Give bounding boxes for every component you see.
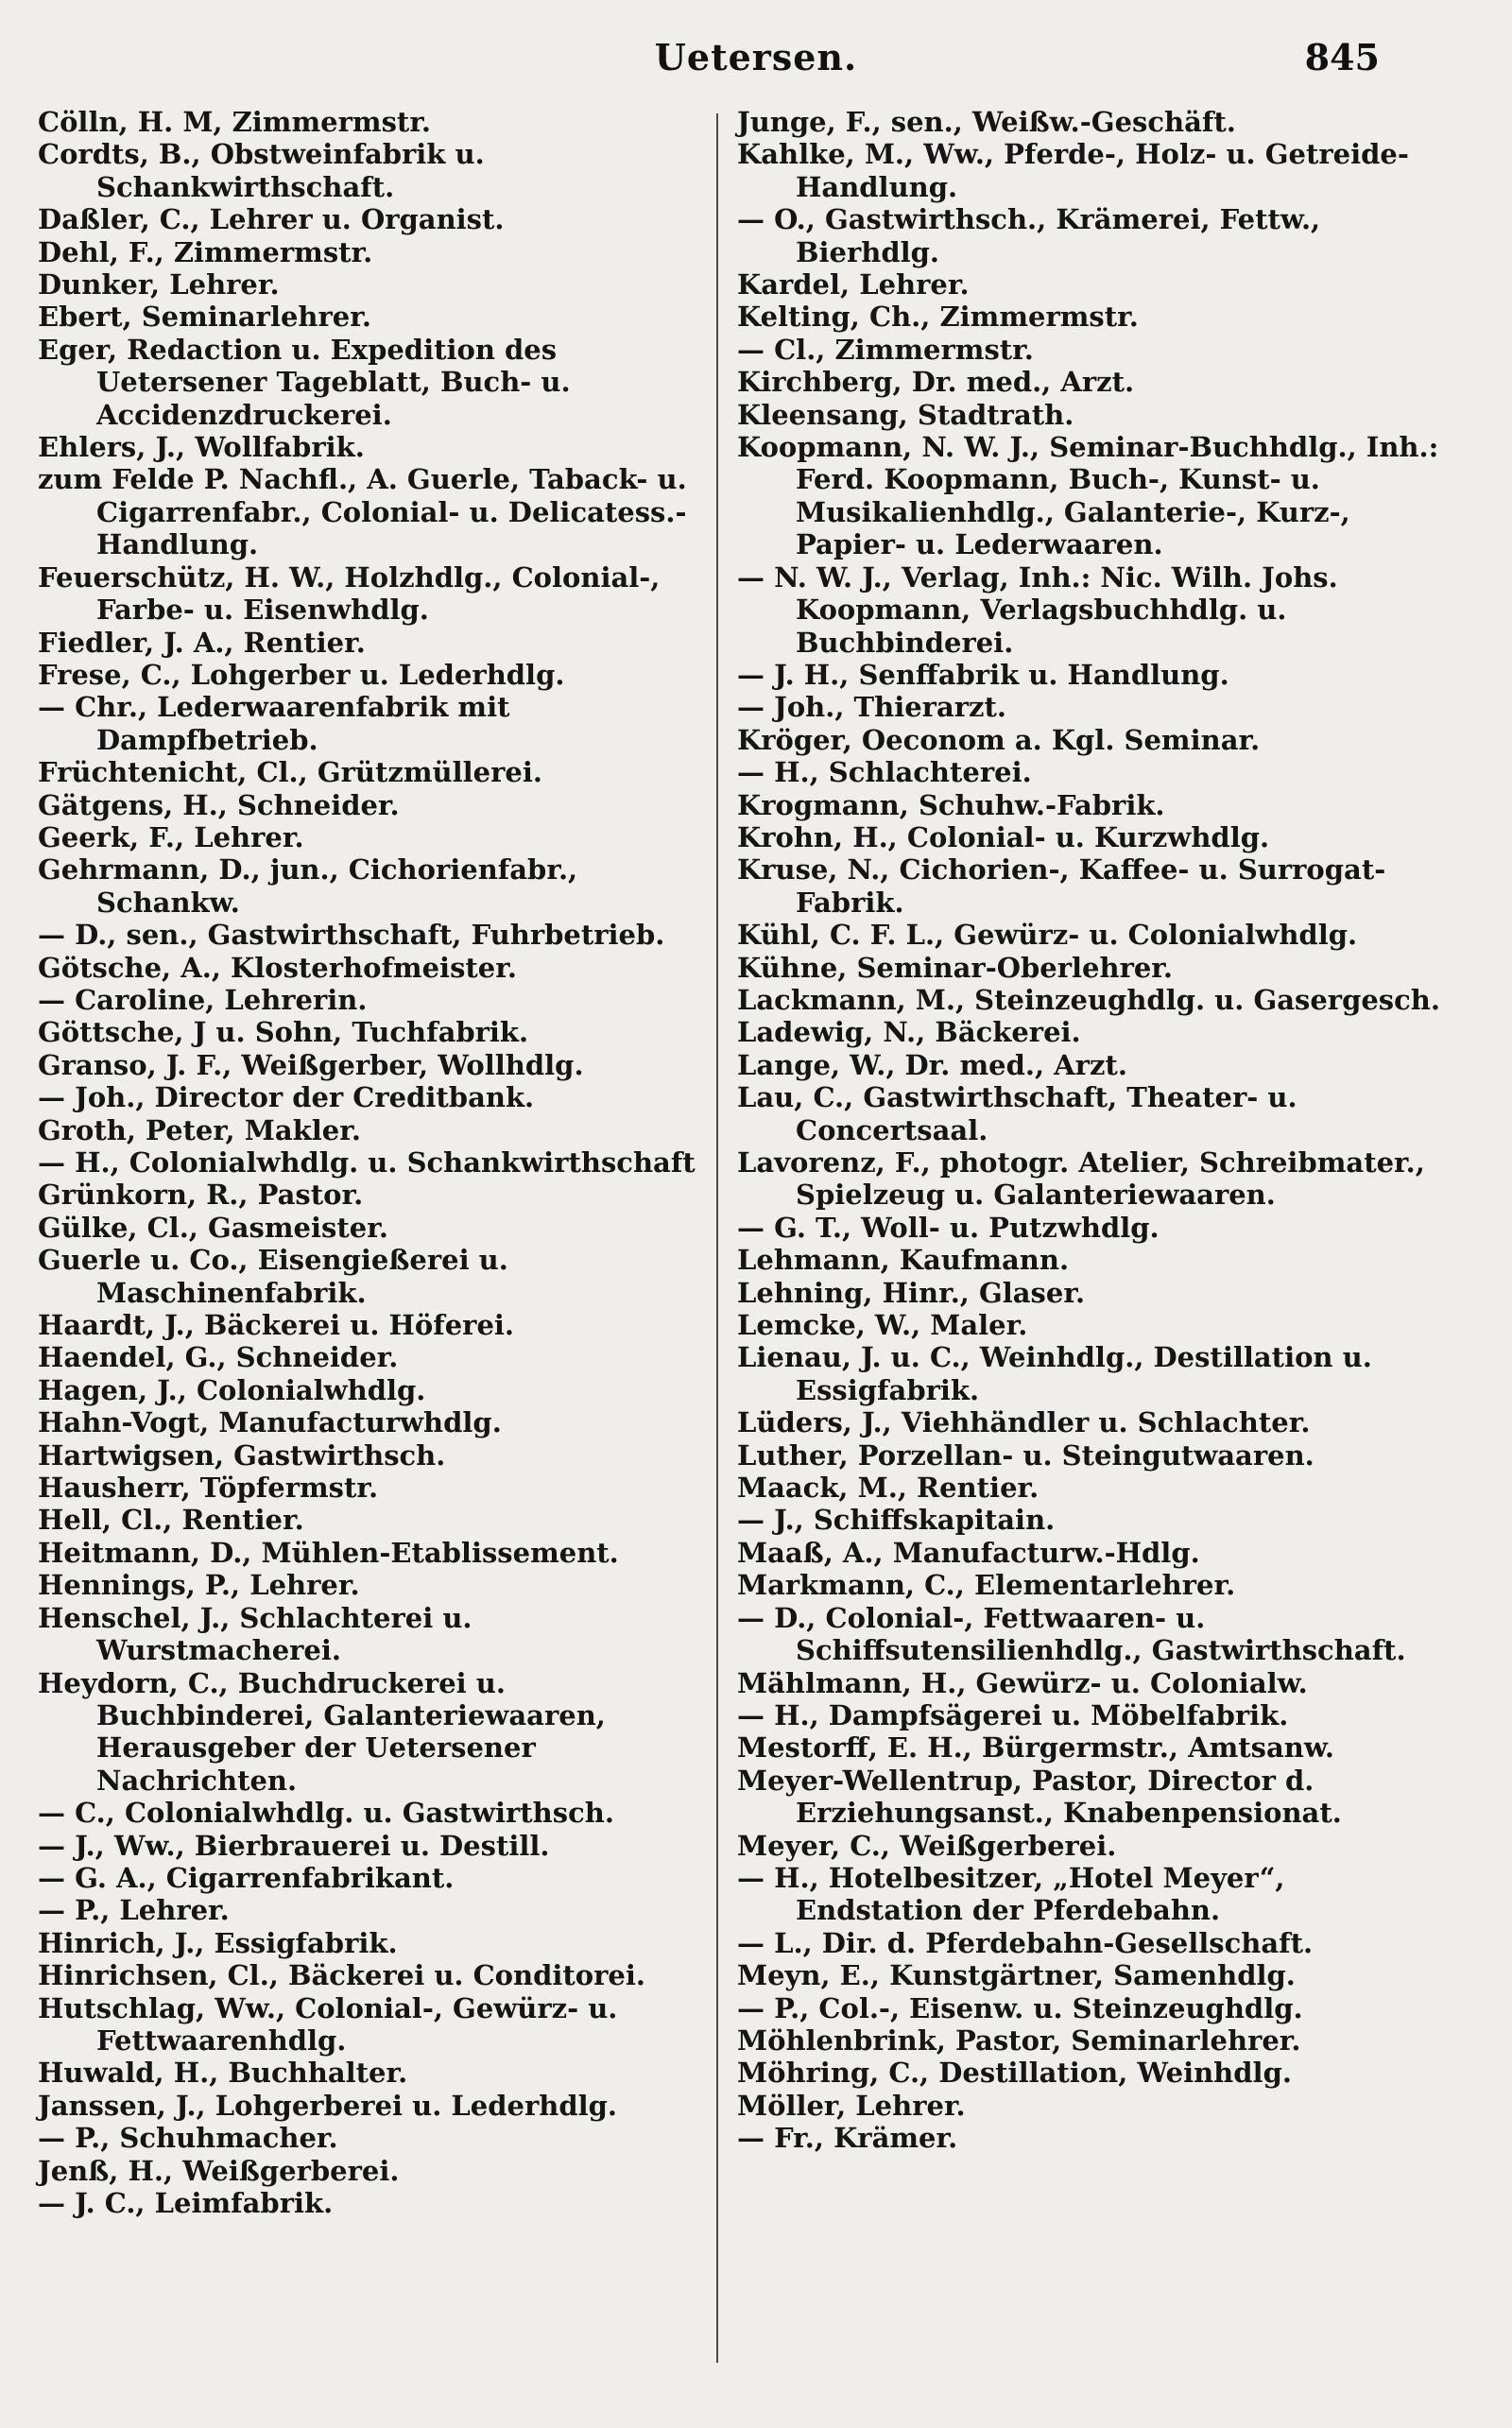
directory-entry: Lüders, J., Viehhändler u. Schlachter. (737, 1406, 1311, 1439)
directory-entry: Hartwigsen, Gastwirthsch. (38, 1438, 446, 1472)
directory-entry: — H., Colonialwhdlg. u. Schankwirthschaft (38, 1146, 696, 1179)
directory-entry: Ladewig, N., Bäckerei. (737, 1016, 1081, 1049)
directory-entry: Kahlke, M., Ww., Pferde-, Holz- u. Getreide-Handlung. (737, 138, 1409, 203)
directory-entry: Feuerschütz, H. W., Holzhdlg., Colonial-, Farbe- u. Eisenwhdlg. (38, 560, 661, 627)
directory-entry: Ehlers, J., Wollfabrik. (38, 431, 365, 464)
directory-entry: Möhring, C., Destillation, Weinhdlg. (737, 2057, 1292, 2090)
directory-entry: Möller, Lehrer. (737, 2089, 966, 2122)
directory-entry: — G. T., Woll- u. Putzwhdlg. (737, 1211, 1160, 1244)
directory-entry: Krohn, H., Colonial- u. Kurzwhdlg. (737, 820, 1270, 853)
directory-entry: Kühl, C. F. L., Gewürz- u. Colonialwhdlg. (737, 919, 1358, 952)
directory-entry: Meyer-Wellentrup, Pastor, Director d. Erziehungsanst., Knabenpensionat. (737, 1764, 1342, 1830)
directory-entry: Groth, Peter, Makler. (38, 1113, 361, 1146)
directory-entry: Lemcke, W., Maler. (737, 1309, 1028, 1342)
directory-entry: — O., Gastwirthsch., Krämerei, Fettw., Bierhdlg. (737, 203, 1321, 268)
directory-entry: Markmann, C., Elementarlehrer. (737, 1569, 1236, 1602)
directory-entry: Lehmann, Kaufmann. (737, 1244, 1070, 1277)
directory-entry: Maaß, A., Manufacturw.-Hdlg. (737, 1536, 1200, 1569)
directory-entry: Geerk, F., Lehrer. (38, 820, 304, 853)
directory-entry: Haendel, G., Schneider. (38, 1341, 399, 1374)
directory-entry: — Fr., Krämer. (737, 2122, 958, 2155)
directory-entry: — J. C., Leimfabrik. (38, 2187, 334, 2219)
directory-entry: — Chr., Lederwaarenfabrik mit Dampfbetrieb. (38, 691, 510, 756)
directory-entry: Meyn, E., Kunstgärtner, Samenhdlg. (737, 1959, 1296, 1992)
directory-entry: Luther, Porzellan- u. Steingutwaaren. (737, 1438, 1314, 1472)
directory-entry: Huwald, H., Buchhalter. (38, 2057, 408, 2090)
directory-entry: Gehrmann, D., jun., Cichorienfabr., Schankw. (38, 853, 578, 919)
directory-entry: — J., Ww., Bierbrauerei u. Destill. (38, 1829, 550, 1862)
directory-entry: Eger, Redaction u. Expedition des Uetersener Tageblatt, Buch- u. Accidenzdruckerei. (38, 333, 571, 431)
directory-entry: — H., Dampfsägerei u. Möbelfabrik. (737, 1698, 1289, 1731)
directory-entry: Lackmann, M., Steinzeughdlg. u. Gasergesch. (737, 983, 1440, 1016)
directory-entry: Hell, Cl., Rentier. (38, 1504, 304, 1537)
directory-entry: Kröger, Oeconom a. Kgl. Seminar. (737, 723, 1261, 756)
directory-entry: Ebert, Seminarlehrer. (38, 301, 371, 334)
directory-entry: Kleensang, Stadtrath. (737, 398, 1074, 431)
directory-entry: Koopmann, N. W. J., Seminar-Buchhdlg., Inh.: Ferd. Koopmann, Buch-, Kunst- u. Musikalienhdlg., Galanterie-, Kurz-, Papier- u. Lederwaaren. (737, 431, 1439, 561)
directory-entry: Krogmann, Schuhw.-Fabrik. (737, 788, 1165, 821)
directory-entry: Hahn-Vogt, Manufacturwhdlg. (38, 1406, 502, 1439)
directory-entry: Lehning, Hinr., Glaser. (737, 1276, 1086, 1309)
directory-entry: — L., Dir. d. Pferdebahn-Gesellschaft. (737, 1926, 1314, 1959)
directory-entry: Guerle u. Co., Eisengießerei u. Maschinenfabrik. (38, 1244, 508, 1309)
directory-entry: Cölln, H. M, Zimmermstr. (38, 106, 432, 138)
directory-entry: Hinrich, J., Essigfabrik. (38, 1926, 398, 1959)
directory-entry: — P., Schuhmacher. (38, 2122, 338, 2155)
directory-entry: — C., Colonialwhdlg. u. Gastwirthsch. (38, 1797, 614, 1830)
directory-entry: Heitmann, D., Mühlen-Etablissement. (38, 1536, 619, 1569)
directory-entry: — P., Col.-, Eisenw. u. Steinzeughdlg. (737, 1991, 1303, 2024)
directory-entry: Mestorff, E. H., Bürgermstr., Amtsanw. (737, 1731, 1334, 1765)
directory-entry: Fiedler, J. A., Rentier. (38, 626, 366, 659)
column-divider (716, 113, 718, 2363)
directory-entry: — Caroline, Lehrerin. (38, 983, 368, 1016)
directory-entry: Daßler, C., Lehrer u. Organist. (38, 203, 505, 236)
page-header (0, 28, 1512, 85)
left-column (38, 106, 711, 2219)
directory-entry: Hagen, J., Colonialwhdlg. (38, 1373, 426, 1406)
directory-entry: Möhlenbrink, Pastor, Seminarlehrer. (737, 2023, 1301, 2057)
directory-entry: Dunker, Lehrer. (38, 268, 280, 301)
directory-entry: Hutschlag, Ww., Colonial-, Gewürz- u. Fettwaarenhdlg. (38, 1991, 618, 2057)
page-number: 845 (1304, 36, 1380, 78)
directory-entry: Grünkorn, R., Pastor. (38, 1179, 364, 1212)
directory-entry: — N. W. J., Verlag, Inh.: Nic. Wilh. Johs. Koopmann, Verlagsbuchhdlg. u. Buchbinderei. (737, 560, 1338, 659)
directory-entry: Granso, J. F., Weißgerber, Wollhdlg. (38, 1048, 584, 1081)
directory-entry: Gülke, Cl., Gasmeister. (38, 1211, 388, 1244)
directory-entry: Kruse, N., Cichorien-, Kaffee- u. Surrogat-Fabrik. (737, 853, 1386, 919)
directory-entry: — P., Lehrer. (38, 1894, 230, 1927)
directory-entry: Kirchberg, Dr. med., Arzt. (737, 366, 1135, 399)
directory-entry: Lange, W., Dr. med., Arzt. (737, 1048, 1127, 1081)
directory-entry: Lau, C., Gastwirthschaft, Theater- u. Concertsaal. (737, 1081, 1297, 1146)
directory-entry: Henschel, J., Schlachterei u. Wurstmacherei. (38, 1601, 472, 1667)
directory-entry: Lavorenz, F., photogr. Atelier, Schreibmater., Spielzeug u. Galanteriewaaren. (737, 1146, 1425, 1212)
directory-entry: Junge, F., sen., Weißw.-Geschäft. (737, 106, 1236, 138)
directory-entry: Dehl, F., Zimmermstr. (38, 235, 373, 268)
directory-entry: Kühne, Seminar-Oberlehrer. (737, 951, 1174, 984)
directory-entry: — Cl., Zimmermstr. (737, 333, 1034, 366)
right-column (737, 106, 1455, 2155)
directory-entry: Mählmann, H., Gewürz- u. Colonialw. (737, 1666, 1308, 1699)
directory-entry: Cordts, B., Obstweinfabrik u. Schankwirthschaft. (38, 138, 485, 203)
directory-entry: — J. H., Senffabrik u. Handlung. (737, 658, 1229, 691)
running-title: Uetersen. (654, 36, 858, 78)
directory-entry: Hinrichsen, Cl., Bäckerei u. Conditorei. (38, 1959, 645, 1992)
directory-entry: Göttsche, J u. Sohn, Tuchfabrik. (38, 1016, 529, 1049)
directory-entry: Kardel, Lehrer. (737, 268, 970, 301)
directory-entry: — J., Schiffskapitain. (737, 1504, 1056, 1537)
directory-entry: — H., Hotelbesitzer, „Hotel Meyer“, Endstation der Pferdebahn. (737, 1861, 1285, 1927)
directory-entry: — G. A., Cigarrenfabrikant. (38, 1861, 455, 1894)
directory-entry: Frese, C., Lohgerber u. Lederhdlg. (38, 658, 565, 691)
directory-entry: — D., Colonial-, Fettwaaren- u. Schiffsutensilienhdlg., Gastwirthschaft. (737, 1601, 1406, 1667)
directory-entry: zum Felde P. Nachfl., A. Guerle, Taback- u. Cigarrenfabr., Colonial- u. Delicatess.-Handlung. (38, 463, 687, 561)
directory-entry: Haardt, J., Bäckerei u. Höferei. (38, 1309, 515, 1342)
directory-entry: Gätgens, H., Schneider. (38, 788, 400, 821)
directory-entry: Meyer, C., Weißgerberei. (737, 1829, 1117, 1862)
directory-entry: Götsche, A., Klosterhofmeister. (38, 951, 517, 984)
directory-entry: Heydorn, C., Buchdruckerei u. Buchbinderei, Galanteriewaaren, Herausgeber der Uetersener Nachrichten. (38, 1666, 606, 1797)
directory-entry: Hennings, P., Lehrer. (38, 1569, 360, 1602)
directory-entry: Kelting, Ch., Zimmermstr. (737, 301, 1139, 334)
directory-entry: — Joh., Thierarzt. (737, 691, 1006, 724)
directory-entry: Lienau, J. u. C., Weinhdlg., Destillation u. Essigfabrik. (737, 1341, 1372, 1406)
directory-entry: — D., sen., Gastwirthschaft, Fuhrbetrieb. (38, 919, 665, 952)
directory-entry: — H., Schlachterei. (737, 756, 1032, 789)
directory-entry: Jenß, H., Weißgerberei. (38, 2154, 400, 2187)
directory-entry: Maack, M., Rentier. (737, 1472, 1040, 1505)
directory-entry: — Joh., Director der Creditbank. (38, 1081, 535, 1114)
directory-entry: Hausherr, Töpfermstr. (38, 1472, 379, 1505)
directory-entry: Janssen, J., Lohgerberei u. Lederhdlg. (38, 2089, 618, 2122)
directory-entry: Früchtenicht, Cl., Grützmüllerei. (38, 756, 542, 789)
